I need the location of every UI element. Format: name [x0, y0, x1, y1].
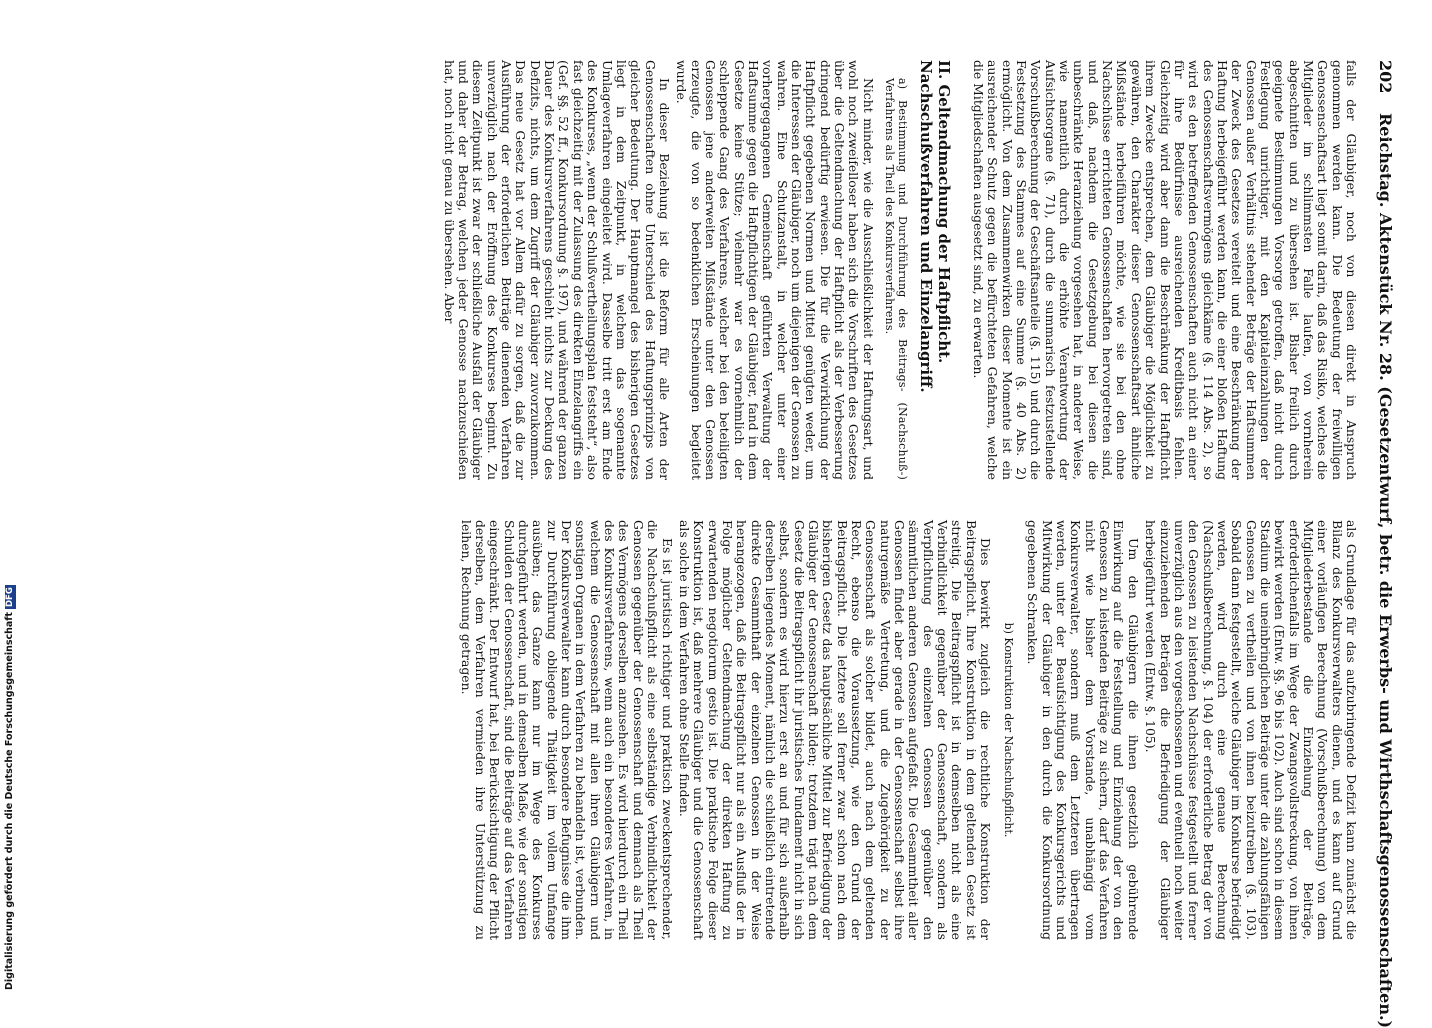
paragraph: als Grundlage für das aufzubringende Defizit kann zunächst die Bilanz des Konkursverwalters dienen, und es kann auf Grund einer vorläufigen Berechnung (Vorschußberechnung) von dem Mitgliederbestande die Einziehung der Beiträge, erforderlichenfalls im Wege der Zwangsvollstreckung, von ihnen bewirkt werden (Entw. §§. 96 bis 102). Auch sind schon in diesem Stadium die uneinbringlichen Beiträge unter die zahlungsfähigen Genossen zu vertheilen und von ihnen beizutreiben (§. 103). Sobald dann festgestellt, welche Gläubiger im Konkurse befriedigt werden, wird durch eine genaue Berechnung (Nachschußberechnung, §. 104) der erforderliche Betrag der von den Genossen zu leistenden Nachschüsse festgestellt und ferner unverzüglich aus den vorgeschossenen und eventuell noch weiter einzuziehenden Beträgen die Befriedigung der Gläubiger herbeigeführt werden (Entw. §. 105). [1143, 520, 1359, 940]
paragraph: Es ist juristisch richtiger und praktisch zweckentsprechender, die Nachschußpflicht als eine selbständige Verbindlichkeit der Genossen gegenüber der Genossenschaft und demnach als Theil des Vermögens derselben anzusehen. Es wird hierdurch ein Theil des Konkursverfahrens, wenn auch ein besonderes Verfahren, in welchem die Genossenschaft mit allen ihren Gläubigern und sonstigen Organen in dem Verfahren zu behandeln ist, verbunden. Der Konkursverwalter kann durch besondere Befugnisse die ihm zur Durchführung obliegende Thätigkeit im vollem Umfange ausüben; das Ganze kann nur im Wege des Konkurses durchgeführt werden, und in demselben Maße, wie der sonstigen Schulden der Genossenschaft, sind die Beiträge auf das Verfahren eingeschränkt. Der Entwurf hat, bei Berücksichtigung der Pflicht derselben, dem Verfahren vermieden ihre Unterstützung zu leihen, Rechnung getragen. [458, 520, 675, 940]
subheading: b) Konstruktion der Nachschußpflicht. [1002, 622, 1016, 838]
digitization-credit [4, 587, 20, 1000]
rotated-document-page [52, 20, 1402, 1028]
paragraph: Dies bewirkt zugleich die rechtliche Konstruktion der Beitragspflicht. Ihre Konstruktion in dem geltenden Gesetz ist streitig. Die Beitragspflicht ist in demselben nicht als eine Verbindlichkeit gegenüber der Genossenschaft, sondern als Verpflichtung des einzelnen Genossen gegenüber den sämmtlichen anderen Genossen aufgefaßt. Die Gesammtheit aller Genossen findet aber gerade in der Genossenschaft selbst ihre naturgemäße Vertretung, und die Zugehörigkeit zu der Genossenschaft als solcher bildet, auch nach dem geltenden Recht, ebenso die Voraussetzung, wie den Grund der Beitragspflicht. Die letztere soll ferner zwar schon nach dem bisherigen Gesetz das hauptsächliche Mittel zur Befriedigung der Gläubiger der Genossenschaft bilden; trotzdem trägt nach dem Gesetz die Beitragspflicht ihr juristisches Fundament nicht in sich selbst, sondern es wird hierzu erst an und für sich außerhalb derselben liegendes Moment, nämlich die schließlich eintretende direkte Gesammthaft der einzelnen Genossen in der Weise herangezogen, daß die Beitragspflicht nur als ein Ausfluß der in Folge möglicher Geltendmachung der direkten Haftung zu erwartenden negotiorum gestio ist. Die praktische Folge dieser Konstruktion ist, daß mehrere Gläubiger und die Genossenschaft als solche in dem Verfahren ohne Stelle finden. [676, 520, 994, 940]
dfg-logo-icon: DFG [5, 587, 15, 608]
right-column [58, 520, 1358, 940]
paragraph: In dieser Beziehung ist die Reform für alle Arten der Genossenschaften ohne Unterschied des Haftungsprinzips von gleicher Bedeutung. Der Hauptmangel des bisherigen Gesetzes liegt in dem Zeitpunkt, in welchem das sogenannte Umlageverfahren eingeleitet wird. Dasselbe tritt erst am Ende des Konkurses, „wenn der Schlußvertheilungsplan feststeht“, also fast gleichzeitig mit der Zulassung des direkten Einzelangriffs ein (Gef. §§. 52 ff., Konkursordnung §. 197), und während der ganzen Dauer des Konkursverfahrens geschieht nichts zur Deckung des Defizits, nichts, um dem Zugriff der Gläubiger zuvorzukommen. Das neue Gesetz hat vor Allem dafür zu sorgen, daß die zur Ausführung der erforderlichen Beiträge dienenden Verfahren unverzüglich nach der Eröffnung des Konkurses beginnt. Zu diesem Zeitpunkt ist zwar der schließliche Ausfall der Gläubiger und daher der Betrag, welchen jeder Genosse nachzuschießen hat, noch nicht genau zu übersehen. Aber [441, 60, 672, 480]
subheading: a) Bestimmung und Durchführung des Beitrags- (Nachschuß-) Verfahrens als Theil des Konkursverfahrens. [882, 78, 909, 480]
paragraph: Nicht minder, wie die Ausschließlichkeit der Haftungsart, und wohl noch zweifelloser haben sich die Vorschriften des Gesetzes über die Geltendmachung der Haftpflicht als der Verbesserung dringend bedürftig erwiesen. Die für die Verwirklichung der Haftpflicht gegebenen Normen und Mittel genügten weder, um die Interessen der Gläubiger, noch um diejenigen der Genossen zu wahren. Eine Schutzanstalt, in welcher unter einer vorhergegangenen Gemeinschaft geführten Verwaltung der Haftsumme gegen die Haftpflichtigen der Gläubiger, fand in dem Gesetze keine Stütze; vielmehr war es vornehmlich der schleppende Gang des Verfahrens, welcher bei den beteiligten Genossen jene anderweiten Mißstände unter den Genossen erzeugte, die von so bedenklichen Erscheinungen begleitet wurde. [674, 60, 876, 480]
page-header [1366, 60, 1395, 1028]
running-head: Reichstag. Aktenstück Nr. 28. (Gesetzentwurf, betr. die Erwerbs- und Wirthschaftsgenossenschaften.) [1376, 112, 1395, 1028]
left-column [58, 60, 1358, 480]
credit-text: Digitalisierung gefördert durch die Deutsche Forschungsgemeinschaft [4, 612, 15, 990]
paragraph: Um den Gläubigern die ihnen gesetzlich gebührende Einwirkung auf die Feststellung und Einziehung der von den Genossen zu leistenden Beiträge zu sichern, darf das Verfahren nicht wie bisher dem Vorstande, unabhängig vom Konkursverwalter, sondern muß dem Letzteren übertragen werden, unter der Beaufsichtigung des Konkursgerichts und Mitwirkung der Gläubiger in den durch die Konkursordnung gegebenen Schranken. [1025, 520, 1141, 940]
paragraph: falls der Gläubiger, noch von diesen direkt in Anspruch genommen werden kann. Die Bedeutung der freiwilligen Genossenschaftsart liegt somit darin, daß das Risiko, welches die Mitglieder im schlimmsten Falle laufen, von vornherein abgeschnitten und zu übersehen ist. Bisher freilich durch geeignete Bestimmungen Vorsorge getroffen, daß nicht durch Festlegung unrichtiger, mit den Kapitaleinzahlungen der Genossen außer Verhältnis stehender Beträge der Haftsummen der Zweck des Gesetzes vereitelt und eine Beschränkung der Haftung herbeigeführt werden kann, die einer bloßen Haftung des Genossenschaftsvermögens gleichkäme (§. 114 Abs. 2), so wird es den betreffenden Genossenschaften auch nicht an einer für ihre Bedürfnisse ausreichenden Kreditbasis fehlen. Gleichzeitig wird aber dann die Beschränkung der Haftpflicht ihrem Zwecke entsprechen, dem Gläubiger die Möglichkeit zu gewähren, den Charakter dieser Genossenschaftsart ähnliche Mißstände herbeiführen möchte, wie sie bei den ohne Nachschüsse errichteten Genossenschaften hervorgetreten sind, und daß, nachdem die Gesetzgebung bei diesen die unbeschränkte Heranziehung vorgesehen hat, in anderer Weise, wie namentlich durch die erhöhte Verantwortung der Aufsichtsorgane (§. 71), durch die summarisch festzustellende Vorschußberechnung der Geschäftsanteile (§. 115) und durch die Festsetzung des Stammes auf eine Summe (§. 40 Abs. 2) ermöglicht. Von dem Zusammenwirken dieser Momente ist ein ausreichender Schutz gegen die befürchteten Gefahren, welche die Mitgliedschaften ausgesetzt sind, zu erwarten. [971, 60, 1359, 480]
section-heading: II. Geltendmachung der Haftpflicht. Nachschußverfahren und Einzelangriff. [916, 60, 953, 393]
page-number: 202 [1376, 60, 1395, 94]
credit-line [4, 585, 16, 990]
